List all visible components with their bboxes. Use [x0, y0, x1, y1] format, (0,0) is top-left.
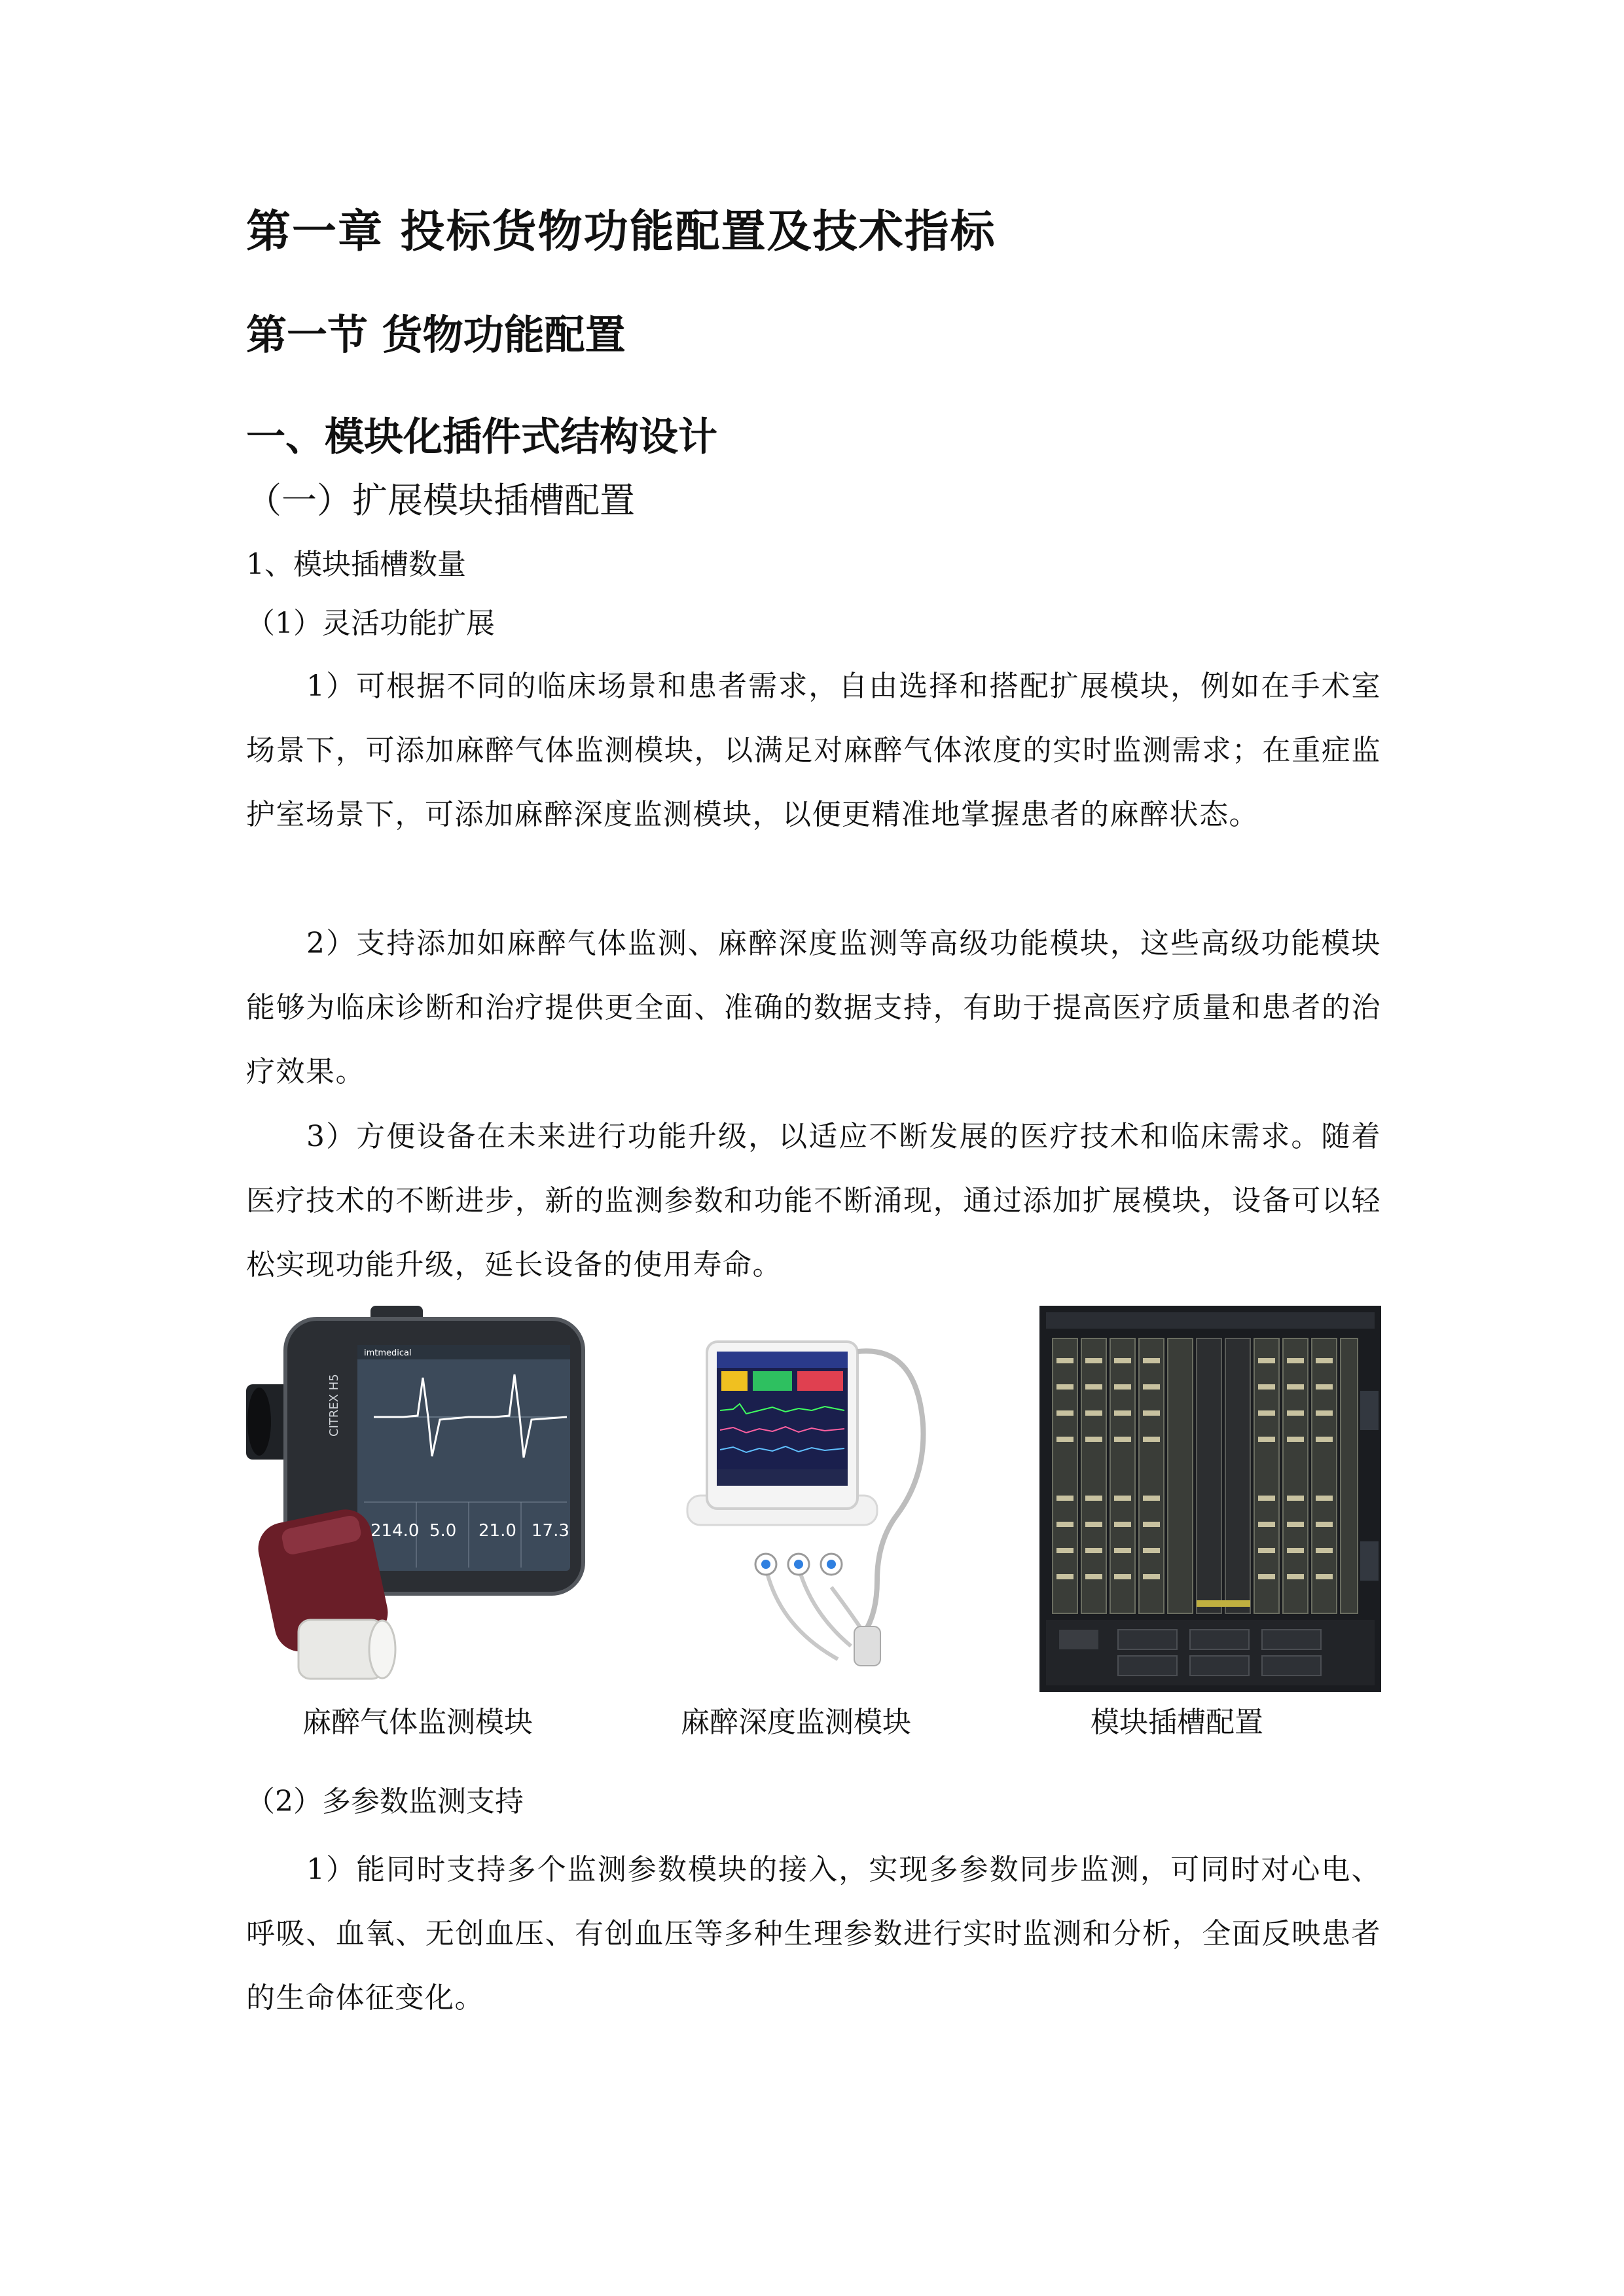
anesthesia-depth-module-image	[681, 1306, 969, 1692]
paragraph: 1）可根据不同的临床场景和患者需求，自由选择和搭配扩展模块，例如在手术室场景下，可添加麻醉气体监测模块，以满足对麻醉气体浓度的实时监测需求；在重症监护室场景下，可添加麻醉深度监测模块，以便更精准地掌握患者的麻醉状态。	[246, 670, 1381, 831]
subsubsection-title: （一）扩展模块插槽配置	[246, 480, 635, 521]
figure-caption: 麻醉深度监测模块	[681, 1706, 911, 1739]
screen-value: 21.0	[478, 1521, 516, 1541]
sensor-cable	[857, 1351, 924, 1633]
subsection-title: 一、模块化插件式结构设计	[246, 414, 717, 460]
section-title: 第一节 货物功能配置	[246, 311, 626, 359]
point1-title: （1）灵活功能扩展	[246, 607, 495, 640]
paragraph: 3）方便设备在未来进行功能升级，以适应不断发展的医疗技术和临床需求。随着医疗技术的不断进步，新的监测参数和功能不断涌现，通过添加扩展模块，设备可以轻松实现功能升级，延长设备的使用寿命。	[246, 1120, 1381, 1282]
paragraph: 1）能同时支持多个监测参数模块的接入，实现多参数同步监测，可同时对心电、呼吸、血氧、无创血压、有创血压等多种生理参数进行实时监测和分析，全面反映患者的生命体征变化。	[246, 1853, 1381, 2015]
item-title: 1、模块插槽数量	[246, 548, 466, 581]
module-slots	[1053, 1338, 1358, 1613]
chapter-title: 第一章 投标货物功能配置及技术指标	[246, 206, 996, 258]
brand-logo-text: imtmedical	[364, 1348, 412, 1358]
figure-caption: 模块插槽配置	[1091, 1706, 1263, 1739]
screen-value: 5.0	[429, 1521, 457, 1541]
screen-value: 214.0	[370, 1521, 420, 1541]
rack-illustration	[1039, 1306, 1381, 1692]
anesthesia-gas-module-image	[246, 1306, 600, 1692]
brand-label: CITREX H5	[327, 1374, 341, 1437]
screen-value: 17.3	[532, 1521, 569, 1541]
point2-title: （2）多参数监测支持	[246, 1785, 524, 1818]
depth-monitor-illustration	[681, 1306, 969, 1692]
module-slot-rack-image	[1039, 1306, 1381, 1692]
gas-monitor-illustration	[246, 1306, 600, 1692]
figure-caption: 麻醉气体监测模块	[302, 1706, 533, 1739]
paragraph: 2）支持添加如麻醉气体监测、麻醉深度监测等高级功能模块，这些高级功能模块能够为临床诊断和治疗提供更全面、准确的数据支持，有助于提高医疗质量和患者的治疗效果。	[246, 927, 1381, 1088]
